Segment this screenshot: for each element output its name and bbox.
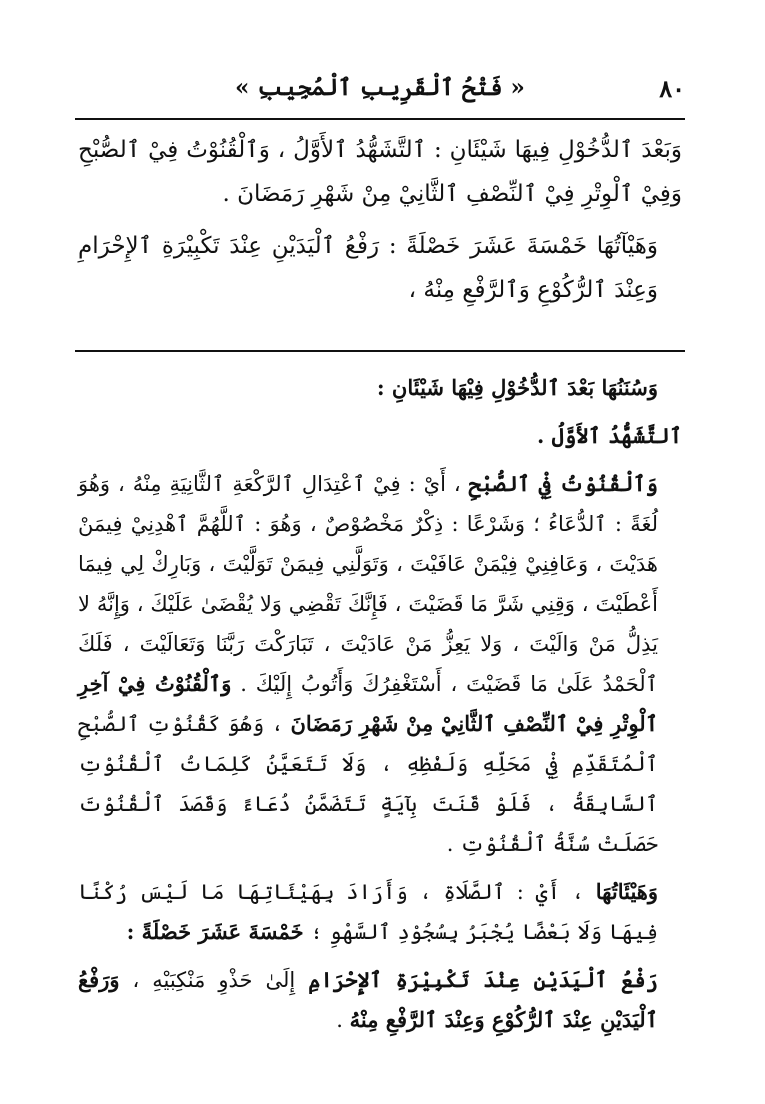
sharh-paragraph-4: [78, 872, 682, 952]
sharh-paragraph-5-end: .: [336, 1008, 343, 1032]
sharh-heading-sunan: وَسُنَنُهَا بَعْدَ ٱلدُّخُوْلِ فِيْهَا شَيْئَانِ :: [376, 375, 658, 400]
page-number: ٨٠: [659, 74, 685, 103]
sharh-hayaat-explanation: ، أَيْ : ٱلصَّلَاةِ ، وَأَرَادَ بِهَيْئَاتِهَا مَا لَيْسَ رُكْنًا فِيهَا وَلَا بَعْضًا يُجْبَرُ بِسُجُوْدِ ٱلسَّهْوِ ؛: [78, 880, 658, 944]
sharh-raf-yadayn-ruku: وَرَفْعُ ٱلْيَدَيْنِ عِنْدَ ٱلرُّكُوْعِ وَعِنْدَ ٱلرَّفْعِ مِنْهُ: [78, 967, 658, 1032]
sharh-qunut-witr: وَٱلْقُنُوْتُ فِيْ آخِرِ ٱلْوِتْرِ فِيْ ٱلنِّصْفِ ٱلثَّانِيْ مِنْ شَهْرِ رَمَضَانَ: [78, 671, 658, 736]
matn-text-block: [78, 128, 682, 320]
sharh-paragraph-2: [78, 416, 682, 456]
sharh-qunut-subh: وَٱلْقُنُوْتُ فِيْ ٱلصُّبْحِ: [468, 471, 658, 496]
matn-paragraph-1: وَبَعْدَ ٱلدُّخُوْلِ فِيهَا شَيْئَانِ : ٱلتَّشَهُّدُ ٱلأَوَّلُ ، وَٱلْقُنُوْتُ فِيْ ٱلصُّبْحِ وَفِيْ ٱلْوِتْرِ فِيْ ٱلنِّصْفِ ٱلثَّانِيْ مِنْ شَهْرِ رَمَضَانَ .: [78, 137, 682, 207]
section-separator-rule: [75, 350, 685, 352]
page-header: [75, 70, 685, 114]
sharh-commentary-block: [78, 368, 682, 1048]
sharh-paragraph-1: [78, 368, 682, 408]
sharh-paragraph-5: [78, 960, 682, 1040]
running-title: « فَتْحُ ٱلْقَرِيبِ ٱلْمُجِيبِ »: [235, 74, 525, 101]
sharh-hayaat-heading: وَهَيْئَاتُهَا: [595, 879, 658, 904]
sharh-heading-tashahhud: ٱلتَّشَهُّدُ ٱلأَوَّلُ .: [537, 423, 682, 448]
header-rule: [75, 118, 685, 120]
matn-paragraph-2: وَهَيْآتُهَا خَمْسَةَ عَشَرَ خَصْلَةً : رَفْعُ ٱلْيَدَيْنِ عِنْدَ تَكْبِيْرَةِ ٱلإِحْرَامِ وَعِنْدَ ٱلرُّكُوْعِ وَٱلرَّفْعِ مِنْهُ ،: [78, 233, 658, 303]
sharh-qunut-witr-explanation: ، وَهُوَ كَقُنُوْتِ ٱلصُّبْحِ ٱلْمُتَقَدِّمِ فِيْ مَحَلِّهِ وَلَفْظِهِ ، وَلَا تَتَعَيَّنُ كَلِمَاتُ ٱلْقُنُوْتِ ٱلسَّابِقَةُ ، فَلَوْ قَنَتَ بِآيَةٍ تَتَضَمَّنُ دُعَاءً وَقَصَدَ ٱلْقُنُوْتَ حَصَلَتْ سُنَّةُ ٱلْقُنُوْتِ .: [78, 712, 658, 856]
sharh-raf-yadayn-ihram: رَفْعُ ٱلْيَدَيْنِ عِنْدَ تَكْبِيْرَةِ ٱلإِحْرَامِ: [308, 967, 658, 992]
sharh-raf-yadayn-detail: إِلَىٰ حَذْوِ مَنْكِبَيْهِ ،: [132, 968, 296, 992]
sharh-paragraph-3: [78, 464, 682, 864]
sharh-hayaat-count: خَمْسَةَ عَشَرَ خَصْلَةً :: [126, 919, 304, 944]
sharh-qunut-explanation: ، أَيْ : فِيْ ٱعْتِدَالِ ٱلرَّكْعَةِ ٱلثَّانِيَةِ مِنْهُ ، وَهُوَ لُغَةً : ٱلدُّعَاءُ ؛ وَشَرْعًا : ذِكْرٌ مَخْصُوْصٌ ، وَهُوَ : ٱللَّهُمَّ ٱهْدِنِيْ فِيمَنْ هَدَيْتَ ، وَعَافِنِيْ فِيْمَنْ عَافَيْتَ ، وَتَوَلَّنِي فِيمَنْ تَوَلَّيْتَ ، وَبَارِكْ لِي فِيمَا أَعْطَيْتَ ، وَقِنِي شَرَّ مَا قَضَيْتَ ، فَإِنَّكَ تَقْضِي وَلا يُقْضَىٰ عَلَيْكَ ، وَإِنَّهُ لا يَذِلُّ مَنْ وَالَيْتَ ، وَلا يَعِزُّ مَنْ عَادَيْتَ ، تَبَارَكْتَ رَبَّنَا وَتَعَالَيْتَ ، فَلَكَ ٱلْحَمْدُ عَلَىٰ مَا قَضَيْتَ ، أَسْتَغْفِرُكَ وَأَتُوبُ إِلَيْكَ .: [78, 472, 658, 696]
